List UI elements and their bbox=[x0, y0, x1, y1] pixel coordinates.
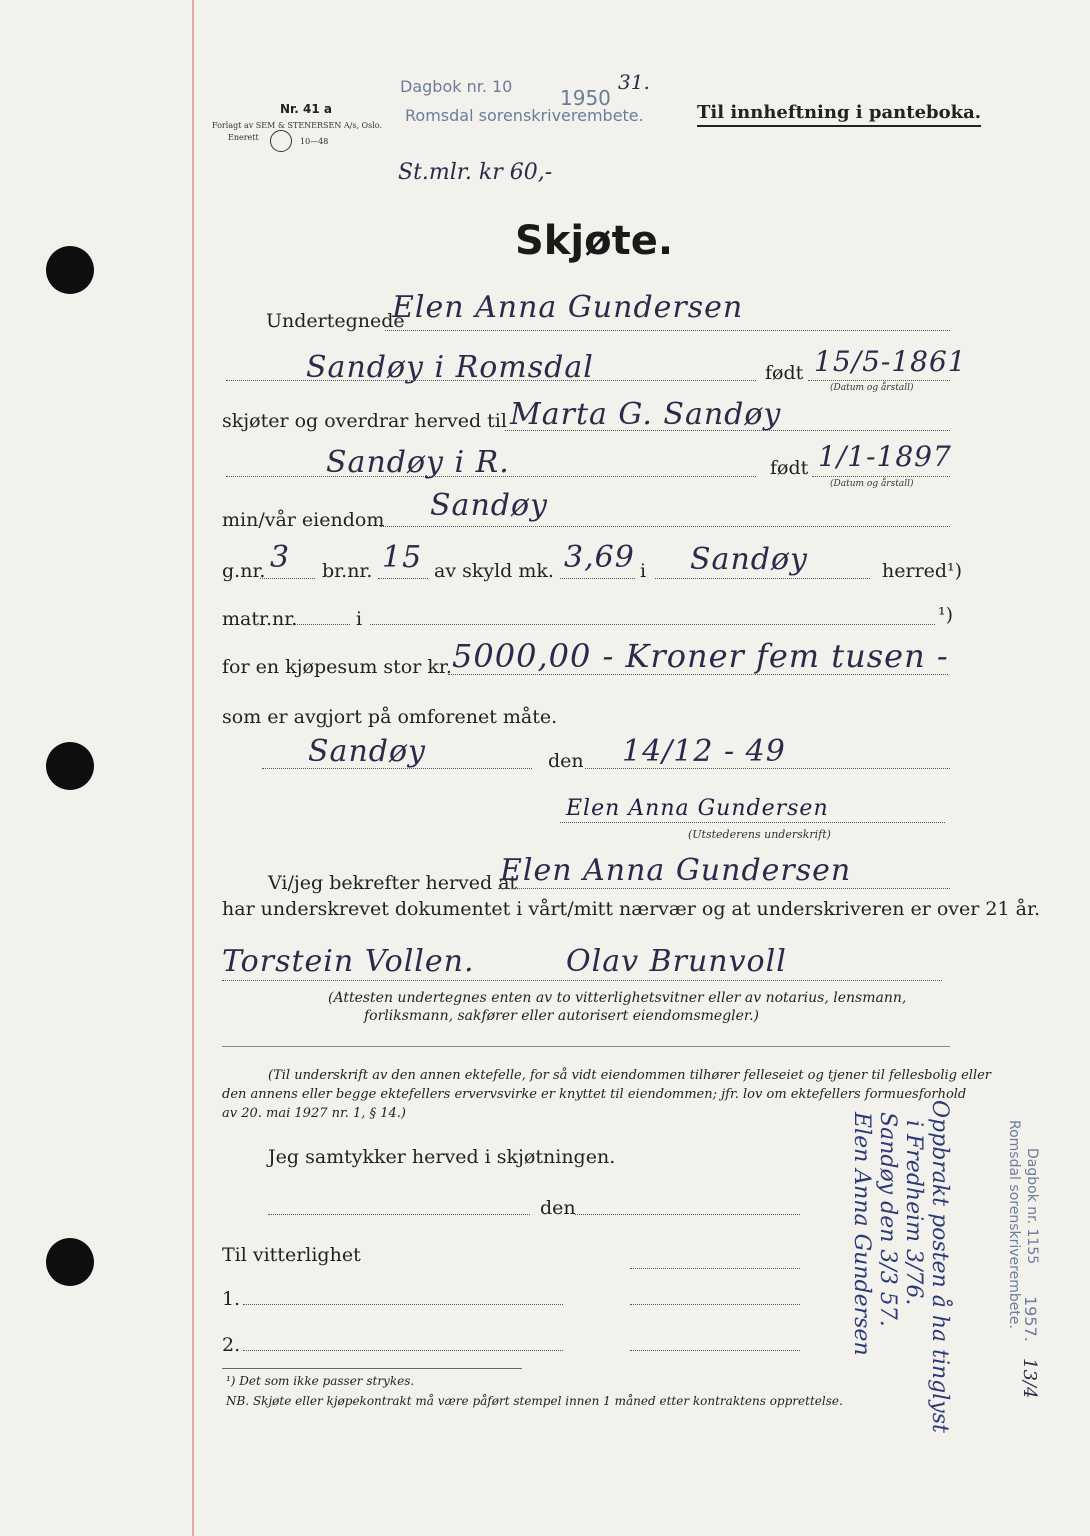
stamp-office: Romsdal sorenskriverembete. bbox=[405, 106, 644, 125]
margin-rule bbox=[192, 0, 194, 1536]
witness-2-signature: Olav Brunvoll bbox=[566, 944, 787, 979]
dotted-line bbox=[448, 674, 948, 675]
label-den-2: den bbox=[540, 1197, 576, 1219]
dotted-line bbox=[222, 980, 942, 981]
skyld-value: 3,69 bbox=[564, 540, 635, 575]
buyer-name: Marta G. Sandøy bbox=[510, 397, 782, 432]
property-name: Sandøy bbox=[430, 488, 548, 523]
dotted-line bbox=[630, 1268, 800, 1269]
form-number: Nr. 41 a bbox=[280, 102, 332, 116]
dotted-line bbox=[290, 624, 350, 625]
purchase-price: 5000,00 - Kroner fem tusen - bbox=[452, 637, 949, 675]
dotted-line bbox=[268, 1214, 530, 1215]
confirmation-text: har underskrevet dokumentet i vårt/mitt nærvær og at underskriveren er over 21 år. bbox=[222, 898, 1040, 920]
section-divider bbox=[222, 1046, 950, 1047]
label-i: i bbox=[640, 560, 647, 582]
dotted-line bbox=[243, 1304, 563, 1305]
spouse-note-2: den annens eller begge ektefellers ervervsvirke er knyttet til eiendommen; jfr. lov om ektefellers formuesforhold bbox=[222, 1087, 967, 1102]
side-stamp-year: 1957. bbox=[1021, 1296, 1040, 1342]
side-note-1: Oppbrakt posten å ha tinglyst bbox=[927, 1100, 952, 1433]
gnr-value: 3 bbox=[270, 540, 291, 575]
issuer-caption: (Utstederens underskrift) bbox=[688, 828, 831, 841]
dotted-line bbox=[655, 578, 870, 579]
label-bekrefter: Vi/jeg bekrefter herved at bbox=[268, 872, 518, 894]
dotted-line bbox=[226, 476, 756, 477]
dotted-line bbox=[585, 768, 950, 769]
attest-note-2: forliksmann, sakfører eller autorisert eiendomsmegler.) bbox=[364, 1008, 759, 1024]
label-gnr: g.nr. bbox=[222, 560, 266, 582]
label-herred: herred¹) bbox=[882, 560, 963, 582]
publisher-code: 10—48 bbox=[300, 137, 329, 146]
side-note-3: Sandøy den 3/3 57. bbox=[875, 1112, 900, 1327]
dotted-line bbox=[560, 822, 945, 823]
dotted-line bbox=[505, 430, 950, 431]
label-eiendom: min/vår eiendom bbox=[222, 509, 385, 531]
footnote-rule bbox=[222, 1368, 522, 1369]
side-stamp-date: 13/4 bbox=[1019, 1358, 1040, 1399]
spouse-note-1: (Til underskrift av den annen ektefelle, for så vidt eiendommen tilhører felleseiet og tjener til fellesbolig eller bbox=[268, 1068, 992, 1083]
dotted-line bbox=[260, 578, 315, 579]
dotted-line bbox=[812, 476, 950, 477]
dotted-line bbox=[560, 578, 635, 579]
label-matr-i: i bbox=[356, 608, 363, 630]
punch-hole bbox=[46, 1238, 94, 1286]
document-title: Skjøte. bbox=[515, 218, 674, 264]
datum-caption: (Datum og årstall) bbox=[830, 383, 914, 393]
datum-caption-2: (Datum og årstall) bbox=[830, 479, 914, 489]
buyer-birth: 1/1-1897 bbox=[818, 440, 952, 473]
label-avgjort: som er avgjort på omforenet måte. bbox=[222, 706, 558, 728]
dotted-line bbox=[630, 1304, 800, 1305]
publisher-line: Forlagt av SEM & STENERSEN A/s, Oslo. bbox=[212, 121, 382, 130]
seller-birth: 15/5-1861 bbox=[814, 345, 967, 378]
side-note-2: i Fredheim 3/76. bbox=[901, 1120, 926, 1306]
dotted-line bbox=[226, 380, 756, 381]
label-vitterlighet: Til vitterlighet bbox=[222, 1244, 361, 1266]
panteboka-title: Til innheftning i panteboka. bbox=[697, 102, 981, 127]
footnote-1: ¹) Det som ikke passer strykes. bbox=[226, 1374, 415, 1388]
dotted-line bbox=[243, 1350, 563, 1351]
seller-name: Elen Anna Gundersen bbox=[392, 290, 744, 325]
dotted-line bbox=[575, 1214, 800, 1215]
buyer-place: Sandøy i R. bbox=[326, 445, 510, 480]
side-stamp-dagbok: Dagbok nr. 1155 bbox=[1024, 1148, 1040, 1265]
attest-note-1: (Attesten undertegnes enten av to vitterlighetsvitner eller av notarius, lensmann, bbox=[328, 990, 907, 1006]
label-skjoter: skjøter og overdrar herved til bbox=[222, 410, 507, 432]
dotted-line bbox=[630, 1350, 800, 1351]
label-den: den bbox=[548, 750, 584, 772]
witness-1-signature: Torstein Vollen. bbox=[222, 944, 475, 979]
dotted-line bbox=[498, 888, 950, 889]
spouse-note-3: av 20. mai 1927 nr. 1, § 14.) bbox=[222, 1106, 406, 1121]
stamp-suffix: 31. bbox=[618, 70, 650, 94]
publisher-enerett: Enerett bbox=[228, 133, 259, 142]
consent-text: Jeg samtykker herved i skjøtningen. bbox=[268, 1146, 616, 1168]
side-stamp-office: Romsdal sorenskriverembete. bbox=[1006, 1120, 1022, 1329]
punch-hole bbox=[46, 742, 94, 790]
dotted-line bbox=[370, 624, 935, 625]
issuer-signature: Elen Anna Gundersen bbox=[566, 796, 829, 821]
punch-hole bbox=[46, 246, 94, 294]
publisher-logo-icon bbox=[270, 130, 292, 152]
footnote-ref: ¹) bbox=[938, 604, 954, 626]
confirmed-name: Elen Anna Gundersen bbox=[500, 853, 852, 888]
herred-value: Sandøy bbox=[690, 542, 808, 577]
label-kjopesum: for en kjøpesum stor kr. bbox=[222, 656, 452, 678]
stamp-year: 1950 bbox=[560, 86, 611, 110]
footnote-2: NB. Skjøte eller kjøpekontrakt må være påført stempel innen 1 måned etter kontraktens opprettelse. bbox=[226, 1394, 843, 1408]
dotted-line bbox=[385, 330, 950, 331]
label-brnr: br.nr. bbox=[322, 560, 373, 582]
label-fodt-2: født bbox=[770, 457, 809, 479]
date-signed: 14/12 - 49 bbox=[622, 734, 786, 769]
stamp-fee-note: St.mlr. kr 60,- bbox=[398, 160, 553, 185]
label-fodt: født bbox=[765, 362, 804, 384]
dotted-line bbox=[380, 526, 950, 527]
label-matrnr: matr.nr. bbox=[222, 608, 298, 630]
label-skyld: av skyld mk. bbox=[434, 560, 554, 582]
seller-place: Sandøy i Romsdal bbox=[306, 350, 594, 385]
side-note-4: Elen Anna Gundersen bbox=[849, 1112, 874, 1356]
brnr-value: 15 bbox=[382, 540, 423, 575]
label-undertegnede: Undertegnede bbox=[266, 310, 405, 332]
witness-line-1: 1. bbox=[222, 1288, 241, 1310]
dotted-line bbox=[808, 380, 950, 381]
dotted-line bbox=[262, 768, 532, 769]
dotted-line bbox=[378, 578, 428, 579]
witness-line-2: 2. bbox=[222, 1334, 241, 1356]
place-signed: Sandøy bbox=[308, 734, 426, 769]
stamp-dagbok: Dagbok nr. 10 bbox=[400, 77, 513, 96]
